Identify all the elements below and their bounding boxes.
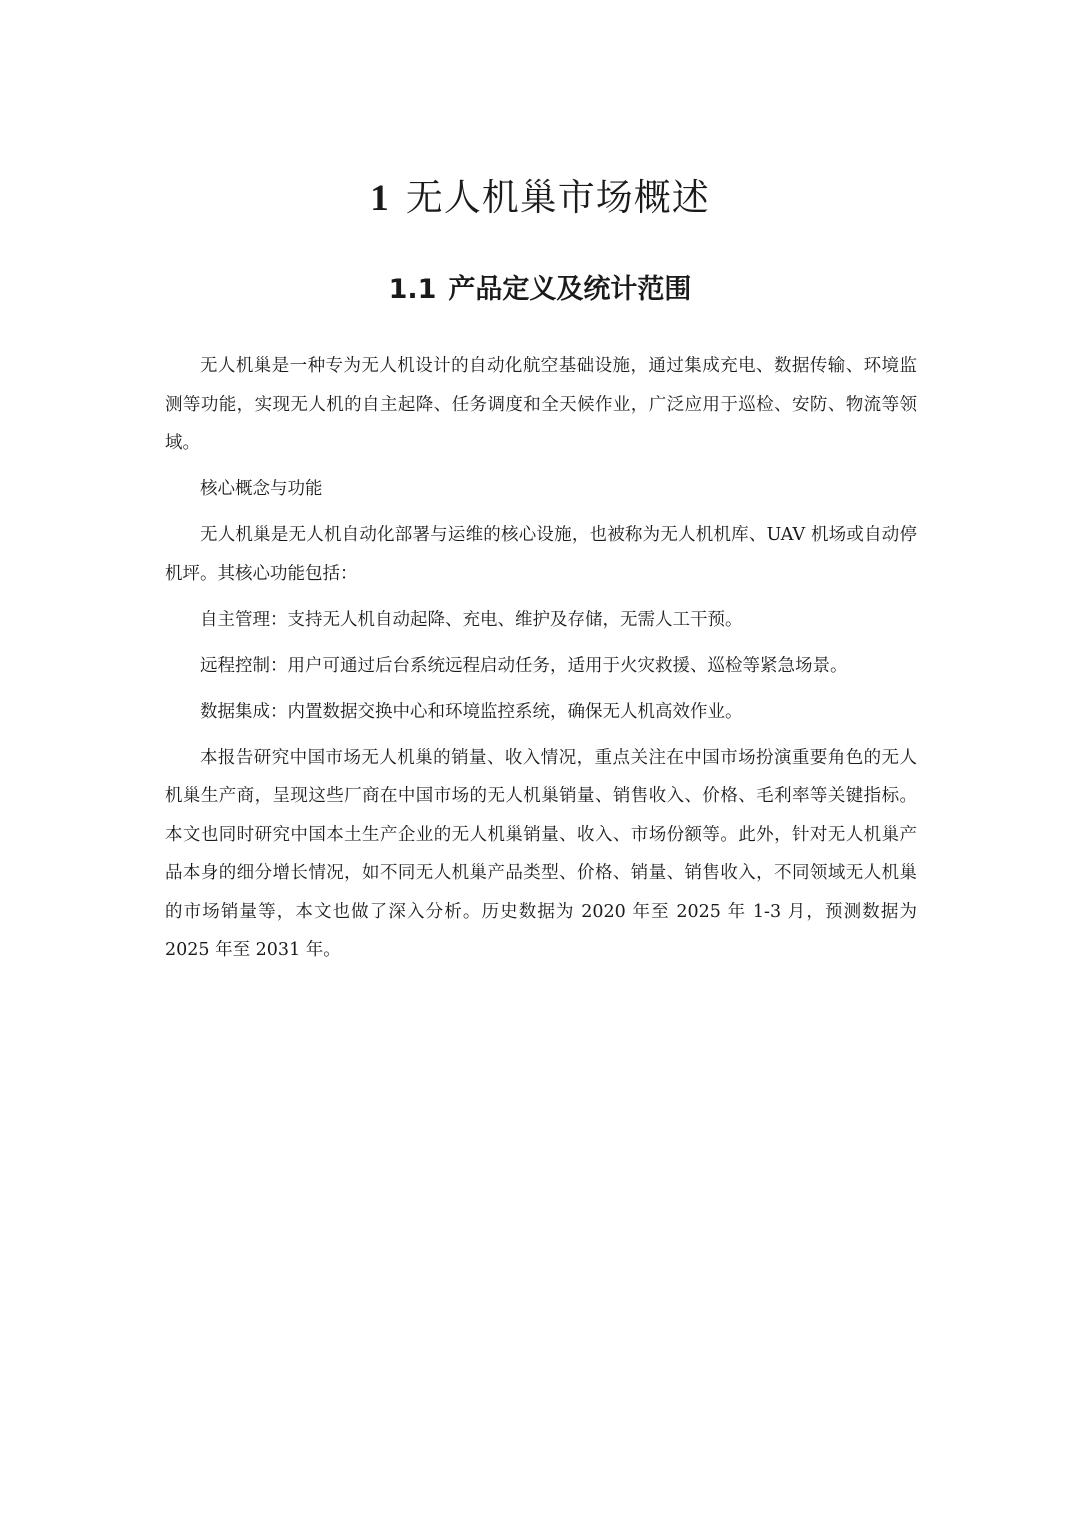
paragraph-remote-control: 远程控制：用户可通过后台系统远程启动任务，适用于火灾救援、巡检等紧急场景。 [200,655,848,676]
paragraph-report-scope: 本报告研究中国市场无人机巢的销量、收入情况，重点关注在中国市场扮演重要角色的无人机巢生产商，呈现这些厂商在中国市场的无人机巢销量、销售收入、价格、毛利率等关键指标。本文也同时研究中国本土生产企业的无人机巢销量、收入、市场份额等。此外，针对无人机巢产品本身的细分增长情况，如不同无人机巢产品类型、价格、销量、销售收入，不同领域无人机巢的市场销量等，本文也做了深入分析。历史数据为 2020 年至 2025 年 1-3 月，预测数据为 2025 年至 2031 年。 [165,747,917,960]
paragraph-core-concepts-heading: 核心概念与功能 [200,479,323,499]
section-number: 1.1 [388,274,437,305]
paragraph-autonomous-management: 自主管理：支持无人机自动起降、充电、维护及存储，无需人工干预。 [200,609,743,630]
section-title-text: 产品定义及统计范围 [448,274,692,305]
chapter-title [0,170,1080,227]
paragraph-core-facility: 无人机巢是无人机自动化部署与运维的核心设施，也被称为无人机机库、UAV 机场或自动停机坪。其核心功能包括： [165,525,917,584]
body-text [165,347,917,977]
chapter-title-text: 无人机巢市场概述 [405,176,710,219]
section-title [0,266,1080,314]
chapter-number: 1 [370,178,390,219]
paragraph-definition: 无人机巢是一种专为无人机设计的自动化航空基础设施，通过集成充电、数据传输、环境监测等功能，实现无人机的自主起降、任务调度和全天候作业，广泛应用于巡检、安防、物流等领域。 [165,356,917,453]
paragraph-data-integration: 数据集成：内置数据交换中心和环境监控系统，确保无人机高效作业。 [200,701,743,722]
